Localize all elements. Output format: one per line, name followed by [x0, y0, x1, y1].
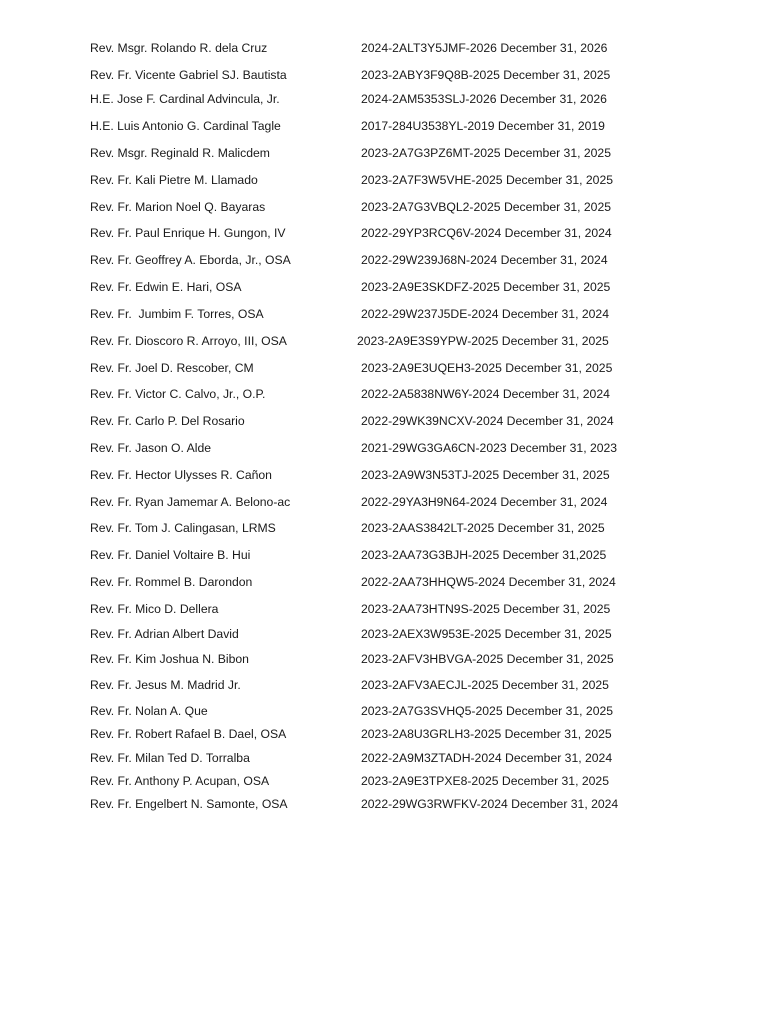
- registration-code: 2024-2AM5353SLJ-2026 December 31, 2026: [361, 92, 607, 106]
- priest-name: Rev. Fr. Rommel B. Darondon: [90, 575, 253, 589]
- list-row: [0, 749, 768, 767]
- priest-name: Rev. Fr. Tom J. Calingasan, LRMS: [90, 521, 276, 535]
- priest-name: Rev. Fr. Joel D. Rescober, CM: [90, 361, 254, 375]
- registration-code: 2022-29W239J68N-2024 December 31, 2024: [361, 253, 608, 267]
- registration-code: 2023-2ABY3F9Q8B-2025 December 31, 2025: [361, 68, 611, 82]
- priest-name: Rev. Fr. Robert Rafael B. Dael, OSA: [90, 727, 287, 741]
- registration-code: 2023-2AA73HTN9S-2025 December 31, 2025: [361, 602, 611, 616]
- registration-code: 2022-29WG3RWFKV-2024 December 31, 2024: [361, 797, 619, 811]
- list-row: [0, 332, 768, 350]
- priest-name: Rev. Fr. Marion Noel Q. Bayaras: [90, 200, 266, 214]
- registration-code: 2023-2AFV3HBVGA-2025 December 31, 2025: [361, 652, 614, 666]
- list-row: [0, 725, 768, 743]
- list-row: [0, 278, 768, 296]
- priest-name: Rev. Fr. Adrian Albert David: [90, 627, 239, 641]
- list-row: [0, 466, 768, 484]
- registration-code: 2023-2A9E3TPXE8-2025 December 31, 2025: [361, 774, 609, 788]
- priest-name: H.E. Luis Antonio G. Cardinal Tagle: [90, 119, 281, 133]
- registration-code: 2023-2A8U3GRLH3-2025 December 31, 2025: [361, 727, 612, 741]
- list-row: [0, 702, 768, 720]
- registration-code: 2023-2AAS3842LT-2025 December 31, 2025: [361, 521, 605, 535]
- registration-code: 2023-2A9E3S9YPW-2025 December 31, 2025: [357, 334, 609, 348]
- list-row: [0, 359, 768, 377]
- registration-code: 2021-29WG3GA6CN-2023 December 31, 2023: [361, 441, 618, 455]
- priest-name: Rev. Fr. Vicente Gabriel SJ. Bautista: [90, 68, 287, 82]
- priest-name: Rev. Fr. Jason O. Alde: [90, 441, 212, 455]
- priest-name: Rev. Fr. Ryan Jamemar A. Belono-ac: [90, 495, 291, 509]
- registration-code: 2023-2A9W3N53TJ-2025 December 31, 2025: [361, 468, 610, 482]
- priest-name: Rev. Fr. Daniel Voltaire B. Hui: [90, 548, 251, 562]
- priest-name: Rev. Msgr. Rolando R. dela Cruz: [90, 41, 268, 55]
- priest-name: Rev. Fr. Mico D. Dellera: [90, 602, 219, 616]
- registration-code: 2023-2A7G3SVHQ5-2025 December 31, 2025: [361, 704, 614, 718]
- priest-name: Rev. Fr. Engelbert N. Samonte, OSA: [90, 797, 288, 811]
- list-row: [0, 546, 768, 564]
- list-row: [0, 224, 768, 242]
- list-row: [0, 66, 768, 84]
- list-row: [0, 573, 768, 591]
- priest-name: Rev. Fr. Jesus M. Madrid Jr.: [90, 678, 241, 692]
- registration-code: 2024-2ALT3Y5JMF-2026 December 31, 2026: [361, 41, 608, 55]
- registration-code: 2023-2AEX3W953E-2025 December 31, 2025: [361, 627, 612, 641]
- registration-code: 2022-29YP3RCQ6V-2024 December 31, 2024: [361, 226, 612, 240]
- priest-name: Rev. Msgr. Reginald R. Malicdem: [90, 146, 270, 160]
- priest-name: Rev. Fr. Kali Pietre M. Llamado: [90, 173, 258, 187]
- priest-name: Rev. Fr. Hector Ulysses R. Cañon: [90, 468, 272, 482]
- priest-name: Rev. Fr. Carlo P. Del Rosario: [90, 414, 245, 428]
- list-row: [0, 676, 768, 694]
- registration-code: 2023-2A7F3W5VHE-2025 December 31, 2025: [361, 173, 614, 187]
- list-row: [0, 650, 768, 668]
- registration-code: 2023-2A9E3UQEH3-2025 December 31, 2025: [361, 361, 613, 375]
- list-row: [0, 493, 768, 511]
- priest-name: Rev. Fr. Milan Ted D. Torralba: [90, 751, 250, 765]
- priest-name: Rev. Fr. Jumbim F. Torres, OSA: [90, 307, 264, 321]
- registration-code: 2022-2A5838NW6Y-2024 December 31, 2024: [361, 387, 610, 401]
- list-row: [0, 385, 768, 403]
- list-row: [0, 171, 768, 189]
- list-row: [0, 90, 768, 108]
- registration-code: 2023-2A7G3VBQL2-2025 December 31, 2025: [361, 200, 612, 214]
- registration-code: 2022-2A9M3ZTADH-2024 December 31, 2024: [361, 751, 613, 765]
- registration-code: 2022-29W237J5DE-2024 December 31, 2024: [361, 307, 609, 321]
- registration-code: 2023-2AA73G3BJH-2025 December 31,2025: [361, 548, 607, 562]
- list-row: [0, 412, 768, 430]
- registration-code: 2023-2A9E3SKDFZ-2025 December 31, 2025: [361, 280, 611, 294]
- priest-name: Rev. Fr. Edwin E. Hari, OSA: [90, 280, 242, 294]
- list-row: [0, 39, 768, 57]
- registration-code: 2022-2AA73HHQW5-2024 December 31, 2024: [361, 575, 616, 589]
- registration-code: 2022-29WK39NCXV-2024 December 31, 2024: [361, 414, 614, 428]
- list-row: [0, 144, 768, 162]
- list-row: [0, 198, 768, 216]
- list-row: [0, 439, 768, 457]
- registration-code: 2023-2AFV3AECJL-2025 December 31, 2025: [361, 678, 609, 692]
- registration-code: 2022-29YA3H9N64-2024 December 31, 2024: [361, 495, 608, 509]
- registration-code: 2023-2A7G3PZ6MT-2025 December 31, 2025: [361, 146, 611, 160]
- list-row: [0, 772, 768, 790]
- registration-code: 2017-284U3538YL-2019 December 31, 2019: [361, 119, 605, 133]
- priest-name: Rev. Fr. Geoffrey A. Eborda, Jr., OSA: [90, 253, 291, 267]
- priest-name: H.E. Jose F. Cardinal Advincula, Jr.: [90, 92, 280, 106]
- priest-name: Rev. Fr. Victor C. Calvo, Jr., O.P.: [90, 387, 266, 401]
- priest-name: Rev. Fr. Kim Joshua N. Bibon: [90, 652, 249, 666]
- list-row: [0, 519, 768, 537]
- list-row: [0, 251, 768, 269]
- list-row: [0, 117, 768, 135]
- list-row: [0, 795, 768, 813]
- priest-name: Rev. Fr. Anthony P. Acupan, OSA: [90, 774, 270, 788]
- priest-name: Rev. Fr. Paul Enrique H. Gungon, IV: [90, 226, 286, 240]
- list-row: [0, 600, 768, 618]
- priest-name: Rev. Fr. Nolan A. Que: [90, 704, 208, 718]
- list-row: [0, 305, 768, 323]
- priest-name: Rev. Fr. Dioscoro R. Arroyo, III, OSA: [90, 334, 287, 348]
- list-row: [0, 625, 768, 643]
